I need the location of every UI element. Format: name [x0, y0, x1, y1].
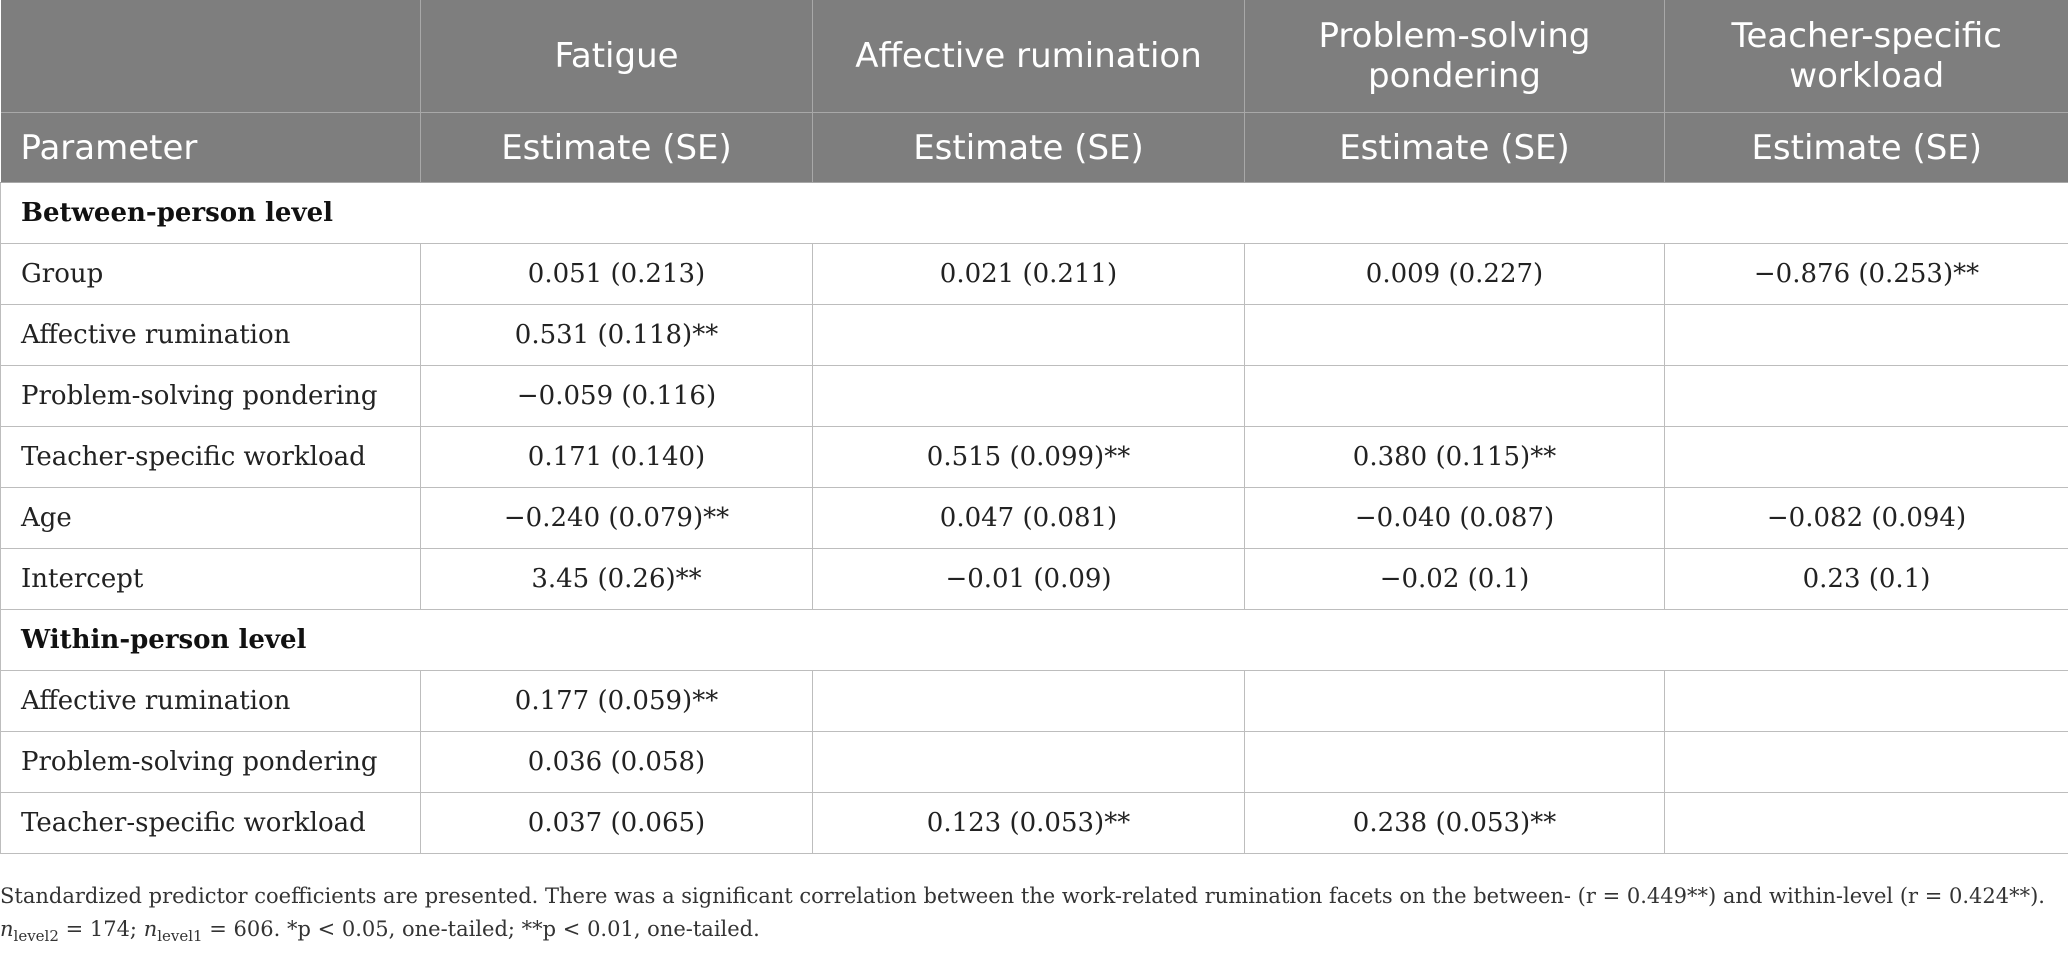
header-row-outcomes [1, 0, 2068, 113]
table-row [1, 244, 2068, 305]
header-teacher-specific-workload: Teacher-specific workload [1665, 0, 2068, 113]
estimate-cell: 0.238 (0.053)** [1245, 793, 1665, 854]
estimate-cell: 0.531 (0.118)** [421, 305, 813, 366]
estimate-cell: −0.082 (0.094) [1665, 488, 2068, 549]
header-fatigue: Fatigue [421, 0, 813, 113]
table-row [1, 488, 2068, 549]
row-label: Problem-solving pondering [1, 732, 421, 793]
header-estimate-se: Estimate (SE) [813, 113, 1245, 183]
table-row [1, 427, 2068, 488]
estimate-cell [1665, 427, 2068, 488]
table-row [1, 549, 2068, 610]
n-level2-var: n [0, 917, 14, 941]
estimate-cell: 0.009 (0.227) [1245, 244, 1665, 305]
estimate-cell: −0.040 (0.087) [1245, 488, 1665, 549]
estimate-cell [1665, 305, 2068, 366]
header-estimate-se: Estimate (SE) [1665, 113, 2068, 183]
estimate-cell [1665, 793, 2068, 854]
estimate-cell: −0.02 (0.1) [1245, 549, 1665, 610]
estimate-cell: −0.01 (0.09) [813, 549, 1245, 610]
estimate-cell: 0.171 (0.140) [421, 427, 813, 488]
estimate-cell: −0.059 (0.116) [421, 366, 813, 427]
n-level1-value: = 606. *p < 0.05, one-tailed; **p < 0.01, one-tailed. [202, 917, 760, 941]
estimate-cell: 0.380 (0.115)** [1245, 427, 1665, 488]
table-row [1, 793, 2068, 854]
n-level1-sub: level1 [157, 927, 203, 946]
table-body [1, 183, 2068, 854]
table-row [1, 305, 2068, 366]
estimate-cell: −0.876 (0.253)** [1665, 244, 2068, 305]
estimate-cell [813, 732, 1245, 793]
section-title: Within-person level [1, 610, 2068, 671]
header-estimate-se: Estimate (SE) [421, 113, 813, 183]
n-level1-var: n [143, 917, 158, 941]
estimate-cell: 0.047 (0.081) [813, 488, 1245, 549]
section-title: Between-person level [1, 183, 2068, 244]
header-problem-solving-pondering: Problem-solving pondering [1245, 0, 1665, 113]
footnote-line-2 [0, 913, 2060, 953]
n-level2-sub: level2 [13, 927, 59, 946]
estimate-cell [1665, 732, 2068, 793]
row-label: Age [1, 488, 421, 549]
row-label: Problem-solving pondering [1, 366, 421, 427]
header-estimate-se: Estimate (SE) [1245, 113, 1665, 183]
estimate-cell: 0.515 (0.099)** [813, 427, 1245, 488]
estimate-cell: 0.051 (0.213) [421, 244, 813, 305]
estimate-cell [1245, 366, 1665, 427]
estimate-cell: 0.036 (0.058) [421, 732, 813, 793]
section-row [1, 610, 2068, 671]
table-row [1, 671, 2068, 732]
row-label: Teacher-specific workload [1, 427, 421, 488]
row-label: Teacher-specific workload [1, 793, 421, 854]
estimate-cell [1245, 671, 1665, 732]
row-label: Intercept [1, 549, 421, 610]
estimate-cell: 3.45 (0.26)** [421, 549, 813, 610]
header-row-sub [1, 113, 2068, 183]
n-level2-value: = 174; [58, 917, 144, 941]
table-footnote [0, 880, 2060, 953]
table-row [1, 732, 2068, 793]
estimate-cell: 0.177 (0.059)** [421, 671, 813, 732]
estimate-cell [813, 366, 1245, 427]
header-affective-rumination: Affective rumination [813, 0, 1245, 113]
estimate-cell: 0.23 (0.1) [1665, 549, 2068, 610]
section-row [1, 183, 2068, 244]
header-parameter: Parameter [1, 113, 421, 183]
estimate-cell [813, 305, 1245, 366]
row-label: Affective rumination [1, 305, 421, 366]
estimate-cell: 0.021 (0.211) [813, 244, 1245, 305]
table-header [1, 0, 2068, 183]
estimate-cell [1245, 305, 1665, 366]
estimate-cell: 0.037 (0.065) [421, 793, 813, 854]
estimate-cell [1245, 732, 1665, 793]
footnote-line-1: Standardized predictor coefficients are presented. There was a significant correlation between the work-related rumination facets on the between- (r = 0.449**) and within-level (r = 0.424**). [0, 884, 2045, 908]
table-row [1, 366, 2068, 427]
row-label: Group [1, 244, 421, 305]
estimate-cell [1665, 671, 2068, 732]
header-empty [1, 0, 421, 113]
estimate-cell [1665, 366, 2068, 427]
estimate-cell [813, 671, 1245, 732]
estimate-cell: −0.240 (0.079)** [421, 488, 813, 549]
row-label: Affective rumination [1, 671, 421, 732]
estimate-cell: 0.123 (0.053)** [813, 793, 1245, 854]
